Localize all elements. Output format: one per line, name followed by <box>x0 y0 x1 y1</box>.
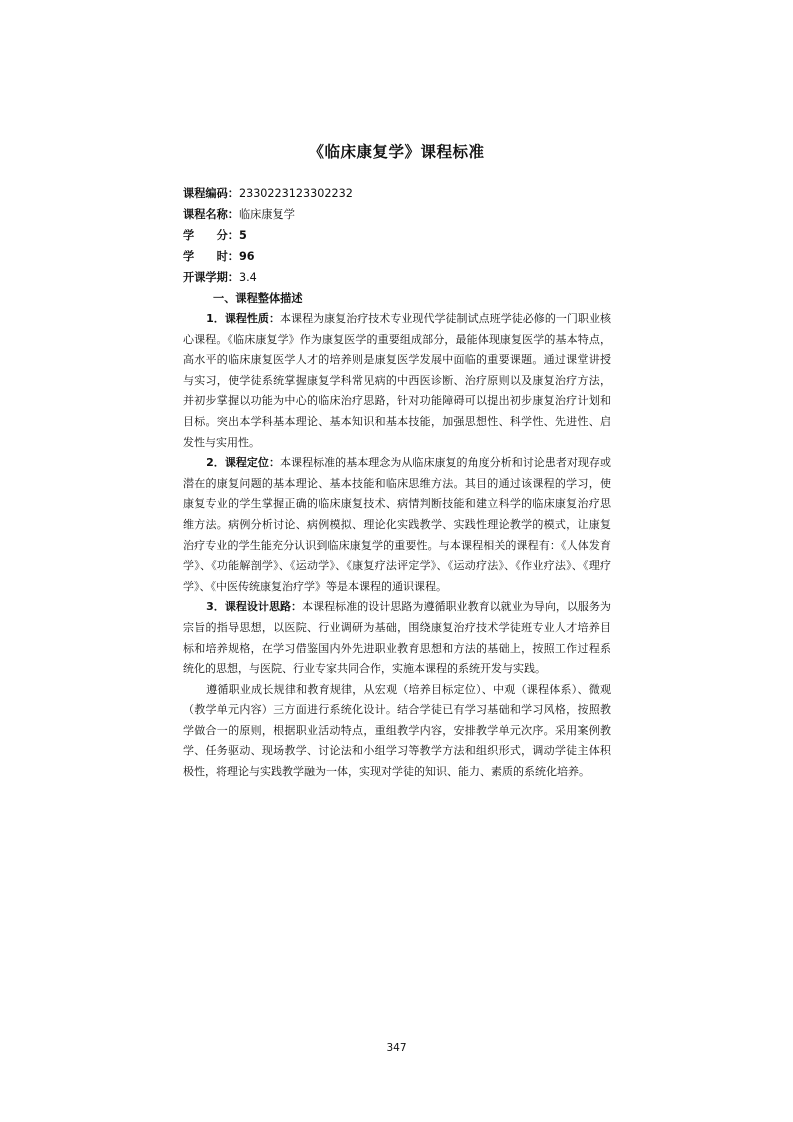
meta-key-semester: 开课学期： <box>183 271 239 284</box>
meta-key-credits: 学 分： <box>183 229 239 242</box>
paragraph-course-nature <box>183 309 611 453</box>
meta-row-code <box>183 183 623 204</box>
section-heading: 一、课程整体描述 <box>213 292 303 305</box>
meta-key-name: 课程名称： <box>183 208 239 221</box>
document-title: 《临床康复学》课程标准 <box>308 143 485 161</box>
meta-row-name <box>183 204 623 225</box>
paragraph-lead: 2．课程定位： <box>206 456 280 470</box>
paragraph-design-ideas <box>183 597 611 679</box>
page-number: 347 <box>386 1042 407 1054</box>
course-meta <box>183 183 623 288</box>
paragraph-course-positioning <box>183 453 611 597</box>
paragraph-text: 遵循职业成长规律和教育规律，从宏观（培养目标定位）、中观（课程体系）、微观（教学单元内容）三方面进行系统化设计。结合学徒已有学习基础和学习风格，按照教学做合一的原则，根据职业活动特点，重组教学内容，安排教学单元次序。采用案例教学、任务驱动、现场教学、讨论法和小组学习等教学方法和组织形式，调动学徒主体积极性，将理论与实践教学融为一体，实现对学徒的知识、能力、素质的系统化培养。 <box>183 682 611 779</box>
paragraph-text: 本课程标准的设计思路为遵循职业教育以就业为导向，以服务为宗旨的指导思想，以医院、行业调研为基础，围绕康复治疗技术学徒班专业人才培养目标和培养规格，在学习借鉴国内外先进职业教育思想和方法的基础上，按照工作过程系统化的思想，与医院、行业专家共同合作，实施本课程的系统开发与实践。 <box>183 600 611 676</box>
meta-key-code: 课程编码： <box>183 187 239 200</box>
meta-value-name: 临床康复学 <box>238 208 295 221</box>
meta-key-hours: 学 时： <box>183 250 239 263</box>
paragraph-lead: 3．课程设计思路： <box>206 600 303 614</box>
meta-row-credits <box>183 225 623 246</box>
meta-value-semester: 3.4 <box>238 271 257 284</box>
paragraph-text: 本课程标准的基本理念为从临床康复的角度分析和讨论患者对现存或潜在的康复问题的基本理论、基本技能和临床思维方法。其目的通过该课程的学习，使康复专业的学生掌握正确的临床康复技术、病情判断技能和建立科学的临床康复治疗思维方法。病例分析讨论、病例模拟、理论化实践教学、实践性理论教学的模式，让康复治疗专业的学生能充分认识到临床康复学的重要性。与本课程相关的课程有：《人体发育学》、《功能解剖学》、《运动学》、《康复疗法评定学》、《运动疗法》、《作业疗法》、《理疗学》、《中医传统康复治疗学》等是本课程的通识课程。 <box>183 456 612 593</box>
paragraph-lead: 1．课程性质： <box>206 312 280 325</box>
document-body <box>183 309 611 783</box>
meta-value-hours: 96 <box>238 250 255 263</box>
paragraph-design-details <box>183 680 611 783</box>
meta-value-code: 2330223123302232 <box>238 187 353 200</box>
meta-value-credits: 5 <box>238 229 247 242</box>
paragraph-text: 本课程为康复治疗技术专业现代学徒制试点班学徒必修的一门职业核心课程。《临床康复学》作为康复医学的重要组成部分，最能体现康复医学的基本特点，高水平的临床康复医学人才的培养则是康复医学发展中面临的重要课题。通过课堂讲授与实习，使学徒系统掌握康复学科常见病的中西医诊断、治疗原则以及康复治疗方法，并初步掌握以功能为中心的临床治疗思路，针对功能障碍可以提出初步康复治疗计划和目标。突出本学科基本理论、基本知识和基本技能，加强思想性、科学性、先进性、启发性与实用性。 <box>183 312 612 449</box>
meta-row-hours <box>183 246 623 267</box>
meta-row-semester <box>183 267 623 288</box>
